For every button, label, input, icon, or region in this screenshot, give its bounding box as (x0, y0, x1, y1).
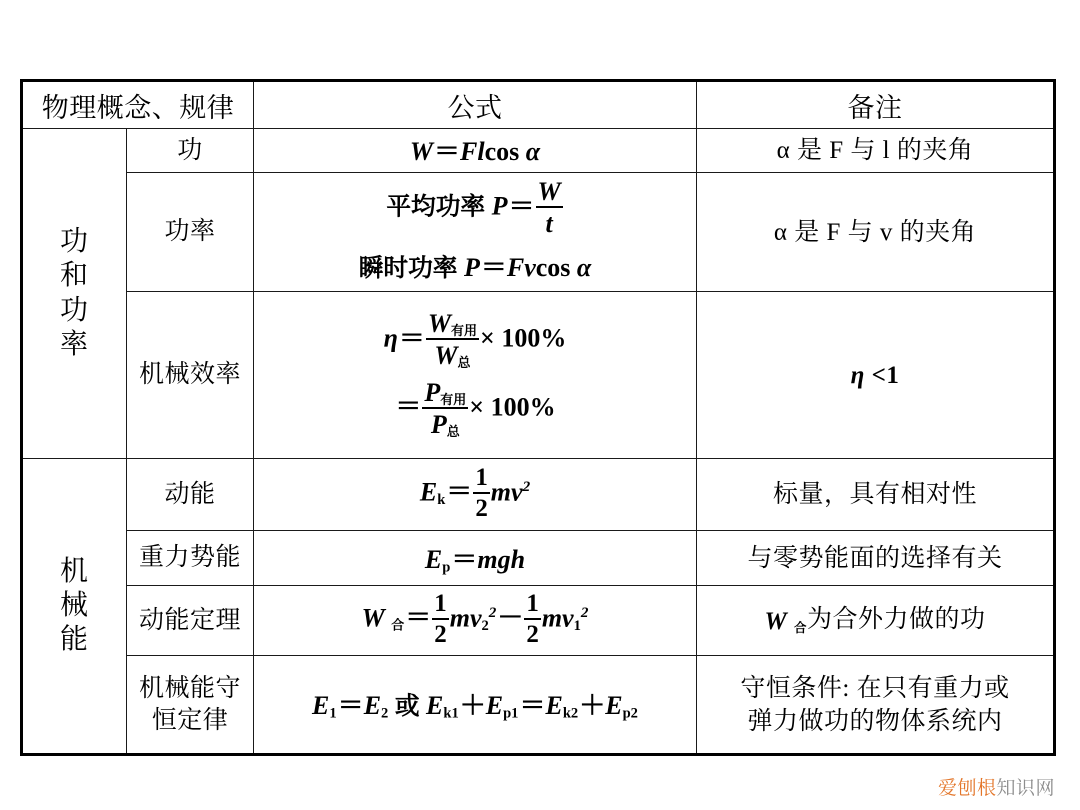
symbol-percent: 100% (501, 323, 567, 353)
formula-energy-conservation (254, 656, 697, 755)
subscript-useful: 有用 (451, 324, 478, 340)
symbol-percent: 100% (490, 392, 556, 421)
note-work: α 是 F 与 l 的夹角 (697, 129, 1055, 173)
group-label-work-and-power (22, 129, 127, 459)
subscript-he: 合 (793, 619, 807, 635)
symbol-E: E (419, 477, 438, 507)
symbol-m: m (449, 603, 470, 633)
subscript-useful: 有用 (440, 392, 467, 408)
subscript-1: 1 (329, 705, 337, 722)
symbol-E: E (545, 691, 563, 721)
subscript-total: 总 (457, 356, 471, 372)
formula-work (254, 129, 697, 173)
symbol-equals: ＝ (433, 137, 459, 167)
symbol-m: m (541, 603, 563, 633)
formula-potential-energy (254, 531, 697, 586)
symbol-plus: ＋ (459, 691, 485, 721)
fraction-denominator-two: 2 (475, 495, 488, 522)
formula-efficiency (254, 292, 697, 459)
symbol-F: F (460, 137, 478, 167)
row-name-kinetic-energy: 动能 (127, 459, 254, 531)
fraction-numerator-one: 1 (473, 465, 489, 494)
watermark-part1: 爱刨根 (938, 777, 997, 799)
symbol-v: v (469, 603, 482, 633)
note-kinetic-energy-theorem-text: 为合外力做的功 (806, 606, 986, 634)
group-label-work-and-power-text: 功和功率 (59, 226, 89, 360)
symbol-E: E (424, 544, 443, 574)
note-power: α 是 F 与 v 的夹角 (697, 173, 1055, 292)
subscript-1: 1 (573, 618, 581, 635)
symbol-equals: ＝ (395, 392, 421, 421)
note-energy-conservation-line2: 弹力做功的物体系统内 (747, 707, 1003, 735)
symbol-equals: ＝ (508, 191, 534, 221)
row-name-kinetic-energy-theorem: 动能定理 (127, 586, 254, 656)
symbol-W: W (427, 309, 452, 339)
fraction-Wuseful-over-Wtotal (426, 309, 479, 372)
group-label-mechanical-energy (22, 459, 127, 755)
formula-kinetic-energy-theorem (254, 586, 697, 656)
symbol-cos: cos (535, 252, 571, 282)
fraction-one-half (432, 591, 448, 648)
table-header-row (22, 81, 1055, 129)
symbol-equals: ＝ (519, 691, 545, 721)
symbol-h: h (510, 544, 526, 574)
subscript-p2: p2 (622, 705, 638, 722)
fraction-denominator-two: 2 (434, 621, 447, 648)
symbol-W: W (409, 137, 433, 167)
symbol-equals: ＝ (451, 544, 477, 574)
symbol-P: P (491, 191, 508, 221)
symbol-v: v (511, 477, 523, 507)
subscript-p: p (442, 559, 451, 576)
subscript-2: 2 (381, 705, 389, 722)
subscript-k1: k1 (443, 705, 459, 722)
symbol-F: F (506, 252, 525, 282)
symbol-equals: ＝ (398, 323, 424, 353)
note-efficiency (697, 292, 1055, 459)
fraction-denominator-t: t (545, 209, 553, 239)
table-row-efficiency (22, 292, 1055, 459)
formula-efficiency-work (257, 311, 693, 370)
symbol-times: × (469, 392, 485, 421)
superscript-square: 2 (580, 605, 589, 622)
table-row-kinetic-energy-theorem (22, 586, 1055, 656)
symbol-E: E (485, 691, 504, 721)
formula-power-instant (257, 247, 693, 285)
symbol-equals: ＝ (405, 603, 431, 633)
row-name-energy-conservation-line1: 机械能守 (138, 674, 241, 702)
symbol-alpha: α (525, 137, 541, 167)
note-kinetic-energy-theorem (697, 586, 1055, 656)
subscript-p1: p1 (503, 705, 519, 722)
symbol-plus: ＋ (579, 691, 605, 721)
fraction-one-half (524, 591, 540, 648)
symbol-g: g (497, 544, 511, 574)
note-energy-conservation-line1: 守恒条件: 在只有重力或 (740, 674, 1010, 702)
symbol-v: v (524, 252, 536, 282)
symbol-minus: － (497, 603, 523, 633)
symbol-equals: ＝ (446, 477, 472, 507)
fraction-denominator-W-total (426, 340, 479, 372)
header-formula: 公式 (254, 81, 697, 129)
formula-power-average (257, 179, 693, 238)
watermark-part2: 知识网 (996, 777, 1056, 799)
note-energy-conservation (697, 656, 1055, 755)
row-name-potential-energy: 重力势能 (127, 531, 254, 586)
fraction-numerator-P-useful (422, 379, 468, 409)
header-note: 备注 (697, 81, 1055, 129)
symbol-v: v (562, 603, 574, 633)
symbol-E: E (605, 691, 623, 721)
label-average-power: 平均功率 (386, 191, 486, 221)
formula-efficiency-power (257, 377, 693, 440)
table-row-kinetic-energy (22, 459, 1055, 531)
note-kinetic-energy: 标量，具有相对性 (697, 459, 1055, 531)
symbol-W: W (434, 341, 458, 371)
table-row-energy-conservation (22, 656, 1055, 755)
symbol-E: E (363, 691, 382, 721)
label-instant-power: 瞬时功率 (358, 252, 458, 282)
symbol-P: P (424, 377, 441, 407)
superscript-square: 2 (522, 479, 531, 496)
row-name-work: 功 (127, 129, 254, 173)
physics-formula-table (20, 79, 1056, 756)
row-name-efficiency: 机械效率 (127, 292, 254, 459)
subscript-he: 合 (391, 618, 405, 634)
header-concept: 物理概念、规律 (22, 81, 254, 129)
subscript-total: 总 (446, 424, 460, 440)
symbol-W: W (764, 607, 788, 635)
fraction-numerator-one: 1 (524, 591, 540, 620)
symbol-W: W (361, 603, 385, 633)
symbol-alpha: α (576, 252, 592, 282)
formula-power (254, 173, 697, 292)
symbol-or: 或 (394, 691, 420, 721)
table-row-power (22, 173, 1055, 292)
row-name-energy-conservation-line2: 恒定律 (151, 706, 229, 734)
symbol-m: m (477, 544, 498, 574)
table-row-work (22, 129, 1055, 173)
subscript-2: 2 (481, 618, 489, 635)
fraction-Puseful-over-Ptotal (422, 379, 468, 438)
symbol-times: × (480, 323, 495, 353)
symbol-cos: cos (484, 137, 520, 167)
formula-kinetic-energy (254, 459, 697, 531)
fraction-numerator-W-useful (426, 310, 479, 340)
symbol-less-than-one: <1 (871, 362, 900, 390)
group-label-mechanical-energy-text: 机械能 (59, 555, 89, 656)
fraction-one-half (473, 465, 489, 522)
row-name-energy-conservation (127, 656, 254, 755)
symbol-P: P (463, 252, 480, 282)
fraction-W-over-t (536, 178, 563, 237)
superscript-square: 2 (488, 605, 497, 622)
subscript-k2: k2 (562, 705, 579, 722)
table-row-potential-energy (22, 531, 1055, 586)
symbol-E: E (312, 691, 330, 721)
fraction-denominator-two: 2 (526, 621, 539, 648)
symbol-E: E (426, 691, 444, 721)
symbol-equals: ＝ (480, 252, 506, 282)
symbol-eta: η (383, 323, 398, 353)
fraction-numerator-one: 1 (432, 591, 448, 620)
fraction-numerator-W: W (536, 178, 563, 208)
symbol-eta: η (850, 362, 865, 390)
symbol-l: l (477, 137, 485, 167)
subscript-k: k (437, 492, 446, 509)
symbol-m: m (490, 477, 512, 507)
symbol-equals: ＝ (337, 691, 363, 721)
row-name-power: 功率 (127, 173, 254, 292)
site-watermark (938, 773, 1055, 800)
note-potential-energy: 与零势能面的选择有关 (697, 531, 1055, 586)
symbol-P: P (430, 409, 447, 439)
fraction-denominator-P-total (422, 409, 468, 438)
